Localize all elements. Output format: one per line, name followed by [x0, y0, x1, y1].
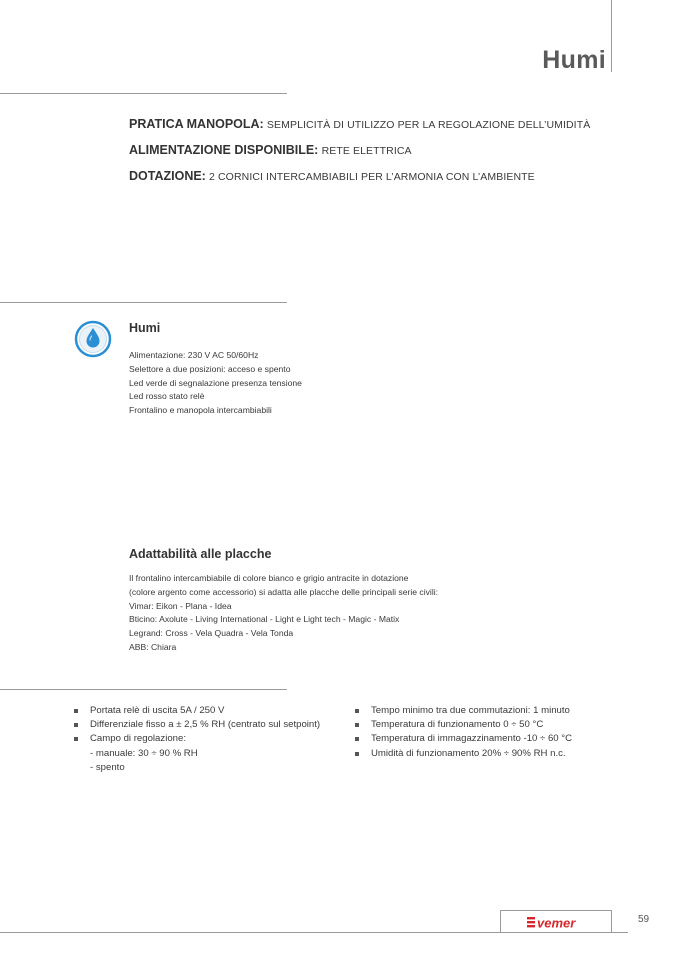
product-line: Alimentazione: 230 V AC 50/60Hz [129, 350, 259, 360]
page-title: Humi [542, 46, 606, 74]
spec-subitem: - manuale: 30 ÷ 90 % RH [90, 747, 198, 759]
compat-line: Bticino: Axolute - Living International - Light e Light tech - Magic - Matix [129, 614, 400, 625]
vemer-logo [526, 914, 590, 930]
water-drop-icon [74, 320, 112, 358]
feature-label: PRATICA MANOPOLA: [129, 117, 264, 131]
title-vertical-rule [611, 0, 612, 72]
page-number: 59 [638, 914, 650, 925]
footer-rule [0, 932, 628, 933]
bullet-icon [355, 752, 359, 756]
spec-item: Temperatura di immagazzinamento -10 ÷ 60 °C [355, 732, 572, 746]
feature-line [129, 117, 590, 131]
product-description [129, 349, 302, 418]
compat-line: ABB: Chiara [129, 641, 177, 652]
compat-title: Adattabilità alle placche [129, 547, 272, 561]
product-line: Led rosso stato relè [129, 391, 205, 402]
middle-divider [0, 302, 287, 303]
spec-item: Tempo minimo tra due commutazioni: 1 minuto [355, 704, 572, 718]
svg-text:vemer: vemer [537, 915, 576, 930]
feature-value: 2 CORNICI INTERCAMBIABILI PER L’ARMONIA CON L’AMBIENTE [209, 171, 535, 183]
feature-value: RETE ELETTRICA [321, 145, 412, 157]
product-line: Led verde di segnalazione presenza tensione [129, 377, 302, 388]
spec-item: Temperatura di funzionamento 0 ÷ 50 °C [355, 718, 572, 732]
product-title: Humi [129, 321, 161, 335]
bullet-icon [74, 737, 78, 741]
spec-subitem: - spento [90, 761, 125, 773]
feature-value: SEMPLICITÀ DI UTILIZZO PER LA REGOLAZIONE DELL’UMIDITÀ [266, 119, 591, 131]
feature-label: ALIMENTAZIONE DISPONIBILE: [129, 143, 319, 157]
specs-left-list [74, 704, 320, 775]
compat-line: (colore argento come accessorio) si adatta alle placche delle principali serie civili: [129, 586, 439, 597]
product-line: Frontalino e manopola intercambiabili [129, 405, 272, 416]
spec-item: Differenziale fisso a ± 2,5 % RH (centrato sul setpoint) [74, 718, 320, 732]
spec-item: Portata relè di uscita 5A / 250 V [74, 704, 320, 718]
top-divider [0, 93, 287, 94]
compat-line: Il frontalino intercambiabile di colore bianco e grigio antracite in dotazione [129, 573, 409, 583]
bullet-icon [74, 723, 78, 727]
compat-line: Legrand: Cross - Vela Quadra - Vela Tonda [129, 628, 294, 639]
compat-description [129, 572, 438, 655]
specs-right-list [355, 704, 572, 761]
compat-line: Vimar: Eikon - Plana - Idea [129, 600, 232, 611]
bullet-icon [355, 709, 359, 713]
bullet-icon [355, 723, 359, 727]
feature-line [129, 169, 535, 183]
bullet-icon [355, 737, 359, 741]
feature-label: DOTAZIONE: [129, 169, 206, 183]
lower-divider [0, 689, 287, 690]
spec-item: Campo di regolazione: - manuale: 30 ÷ 90 % RH - spento [74, 732, 320, 775]
spec-item: Umidità di funzionamento 20% ÷ 90% RH n.c. [355, 747, 572, 761]
feature-line [129, 143, 412, 157]
bullet-icon [74, 709, 78, 713]
product-line: Selettore a due posizioni: acceso e spento [129, 363, 291, 374]
